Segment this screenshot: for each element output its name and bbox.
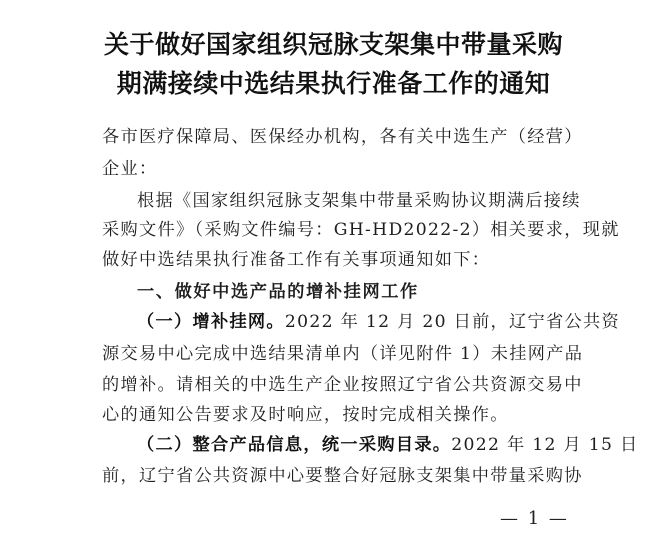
item-1-text: 2022 年 12 月 20 日前，辽宁省公共资 xyxy=(284,312,620,332)
section-1-heading: 一、做好中选产品的增补挂网工作 xyxy=(137,282,419,302)
intro-line-2: 采购文件》（采购文件编号：GH-HD2022-2）相关要求，现就 xyxy=(102,220,620,240)
item-1-line-1 xyxy=(137,307,620,332)
item-2-line-2: 前，辽宁省公共资源中心要整合好冠脉支架集中带量采购协 xyxy=(102,466,583,486)
addressee-line-2: 企业： xyxy=(102,159,158,179)
item-1-line-4: 心的通知公告要求及时响应，按时完成相关操作。 xyxy=(102,405,509,425)
page-number: — 1 — xyxy=(500,508,569,529)
addressee-line-1: 各市医疗保障局、医保经办机构，各有关中选生产（经营） xyxy=(102,127,583,147)
item-1-line-2: 源交易中心完成中选结果清单内（详见附件 1）未挂网产品 xyxy=(102,344,584,364)
intro-line-1: 根据《国家组织冠脉支架集中带量采购协议期满后接续 xyxy=(137,191,581,211)
item-2-text: 2022 年 12 月 15 日 xyxy=(451,435,639,455)
item-1-line-3: 的增补。请相关的中选生产企业按照辽宁省公共资源交易中 xyxy=(102,375,583,395)
document-title-line-2: 期满接续中选结果执行准备工作的通知 xyxy=(116,69,551,98)
item-1-label: （一）增补挂网。 xyxy=(137,312,285,332)
document-title-line-1: 关于做好国家组织冠脉支架集中带量采购 xyxy=(103,30,563,59)
item-2-line-1 xyxy=(137,430,638,455)
item-2-label: （二）整合产品信息，统一采购目录。 xyxy=(137,435,452,455)
intro-line-3: 做好中选结果执行准备工作有关事项通知如下： xyxy=(102,250,491,270)
